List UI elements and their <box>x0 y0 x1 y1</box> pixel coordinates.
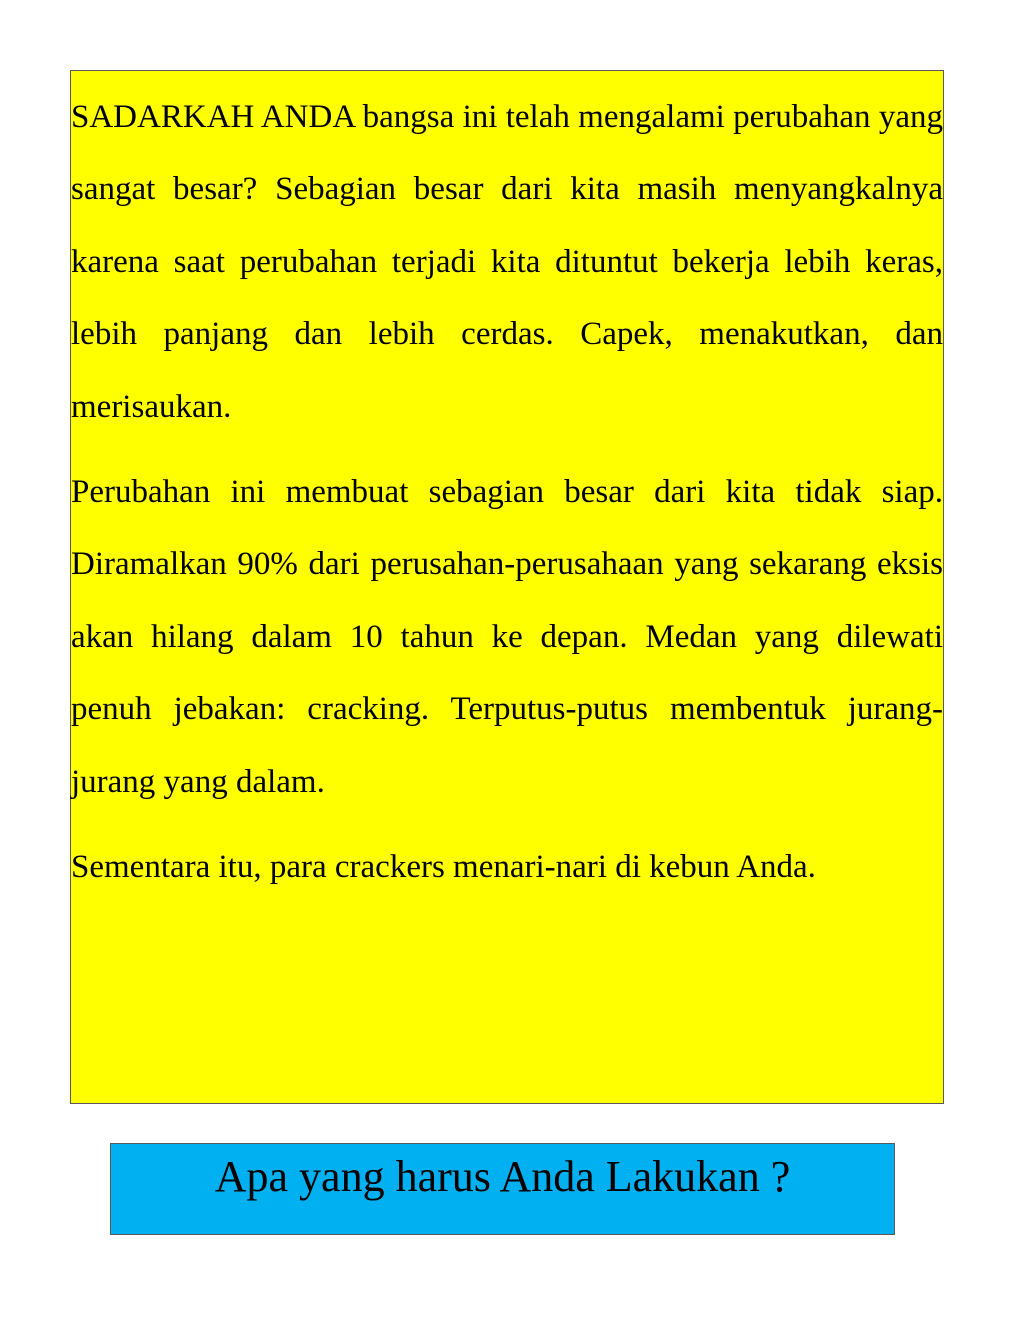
paragraph-1: SADARKAH ANDA bangsa ini telah mengalami perubahan yang sangat besar? Sebagian besar dari kita masih menyangkalnya karena saat perubahan terjadi kita dituntut bekerja lebih keras, lebih panjang dan lebih cerdas. Capek, menakutkan, dan merisaukan. <box>71 99 943 425</box>
paragraph-2: Perubahan ini membuat sebagian besar dari kita tidak siap. Diramalkan 90% dari perusahan-perusahaan yang sekarang eksis akan hilang dalam 10 tahun ke depan. Medan yang dilewati penuh jebakan: cracking. Terputus-putus membentuk jurang-jurang yang dalam. <box>71 474 943 800</box>
question-text: Apa yang harus Anda Lakukan ? <box>214 1152 791 1201</box>
main-text-box <box>70 70 944 1104</box>
paragraph-3: Sementara itu, para crackers menari-nari di kebun Anda. <box>71 849 816 886</box>
question-box <box>110 1143 895 1235</box>
